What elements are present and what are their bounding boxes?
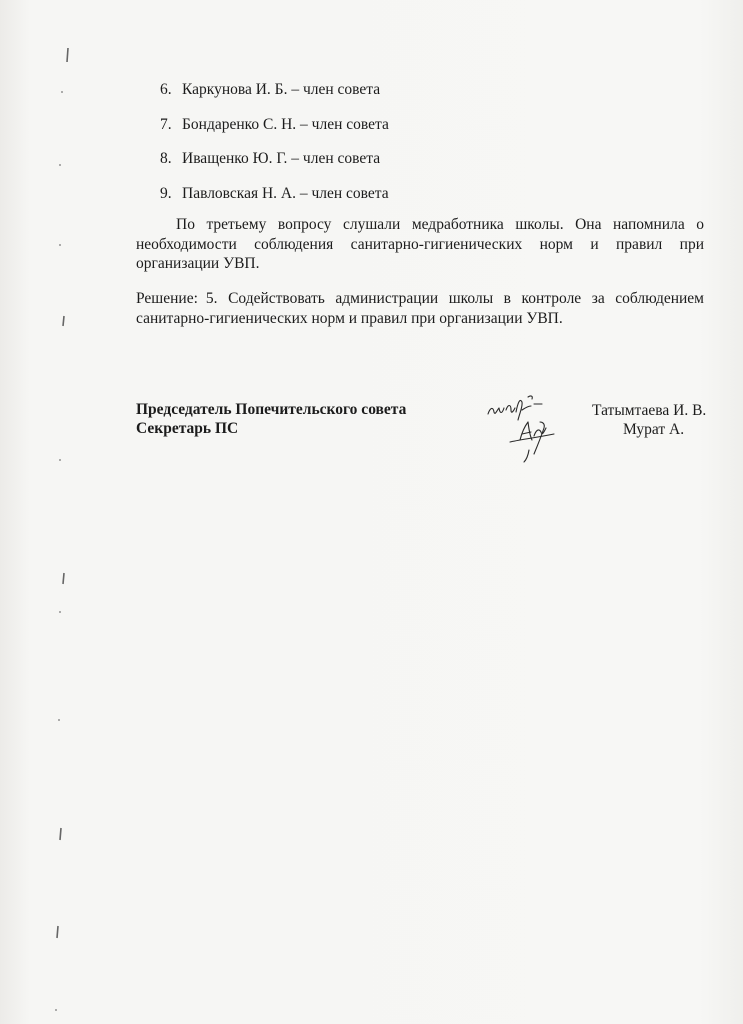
list-item [160,149,389,184]
handwritten-signature [484,392,564,464]
list-item-text: Каркунова И. Б. – член совета [182,81,381,98]
list-item [160,115,389,150]
chair-label: Председатель Попечительского совета [136,401,407,418]
list-item-number: 9. [160,184,172,202]
list-item-text: Павловская Н. А. – член совета [182,184,389,202]
list-item-text: Иващенко Ю. Г. – член совета [182,150,381,167]
list-item-number: 8. [160,150,172,167]
decision-paragraph [136,289,704,328]
list-item [160,184,389,219]
list-item-number: 6. [160,81,172,98]
council-members-list [160,80,389,218]
scan-margin-marks [0,0,90,1024]
list-item-text: Бондаренко С. Н. – член совета [182,115,389,133]
chair-name: Татымтаева И. В. [592,402,707,419]
third-question-paragraph: По третьему вопросу слушали медработника школы. Она напомнила о необходимости соблюдения санитарно-гигиенических норм и правил при организации УВП. [136,216,704,272]
list-item-number: 7. [160,115,172,133]
decision-text: 5. Содействовать администрации школы в контроле за соблюдением санитарно-гигиенических норм и правил при организации УВП. [136,290,704,327]
decision-label: Решение: [136,290,198,307]
list-item [160,80,389,115]
secretary-label: Секретарь ПС [136,420,239,437]
secretary-name: Мурат А. [623,421,685,438]
